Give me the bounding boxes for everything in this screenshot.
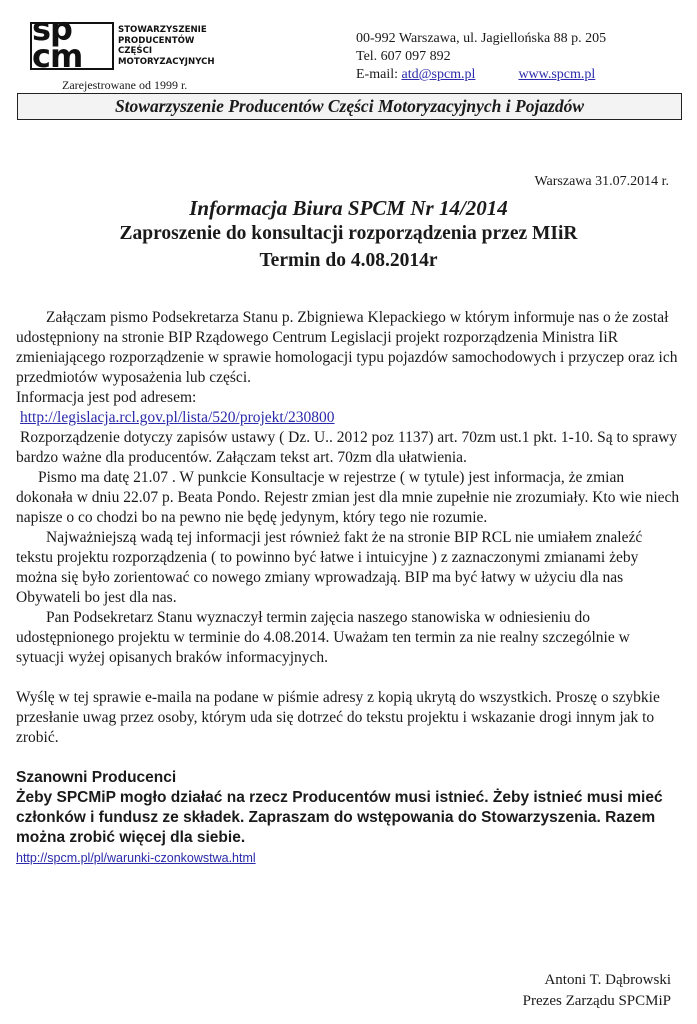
letter-body <box>16 308 681 868</box>
phone: Tel. 607 097 892 <box>356 49 451 64</box>
document-title: Informacja Biura SPCM Nr 14/2014 <box>189 196 508 220</box>
contact-block <box>356 30 606 84</box>
logo-letters <box>32 10 83 75</box>
paragraph-7: Wyślę w tej sprawie e-maila na podane w piśmie adresy z kopią ukrytą do wszystkich. Proszę o szybkie przesłanie uwag przez osoby, którym uda się dotrzeć do tekstu projektu i wskazanie drogi innym jak to zrobić. <box>16 689 660 746</box>
registered-since: Zarejestrowane od 1999 r. <box>62 78 188 92</box>
signature-role: Prezes Zarządu SPCMiP <box>522 993 671 1009</box>
membership-link[interactable]: http://spcm.pl/pl/warunki-czonkowstwa.html <box>16 851 256 865</box>
signature-block <box>523 970 671 1012</box>
legislation-link[interactable]: http://legislacja.rcl.gov.pl/lista/520/projekt/230800 <box>20 409 335 426</box>
paragraph-3: Rozporządzenie dotyczy zapisów ustawy ( Dz. U.. 2012 poz 1137) art. 70zm ust.1 pkt. 1-10. Są to sprawy bardzo ważne dla producentów. Załączam tekst art. 70zm dla ułatwienia. <box>16 429 678 466</box>
website-link[interactable]: www.spcm.pl <box>518 67 596 82</box>
organization-banner: Stowarzyszenie Producentów Części Motoryzacyjnych i Pojazdów <box>17 93 682 120</box>
logo-name-2: PRODUCENTÓW <box>118 35 195 46</box>
paragraph-6: Pan Podsekretarz Stanu wyznaczył termin zajęcia naszego stanowiska w odniesieniu do udostępnionego projektu w terminie do 4.08.2014. Uważam ten termin za nie realny szczególnie w sytuacji wyżej opisanych braków informacyjnych. <box>16 609 630 666</box>
appeal-text: Żeby SPCMiP mogło działać na rzecz Producentów musi istnieć. Żeby istnieć musi mieć członków i fundusz ze składek. Zapraszam do wstępowania do Stowarzyszenia. Razem można zrobić więcej dla siebie. <box>16 789 663 846</box>
address: 00-992 Warszawa, ul. Jagiellońska 88 p. 205 <box>356 31 607 46</box>
logo-name-4: MOTORYZACYJNYCH <box>118 56 215 67</box>
paragraph-2: Informacja jest pod adresem: <box>16 389 197 406</box>
document-deadline: Termin do 4.08.2014r <box>259 250 438 271</box>
logo-name-1: STOWARZYSZENIE <box>118 25 207 35</box>
logo-name-3: CZĘŚCI <box>118 46 153 57</box>
paragraph-4: Pismo ma datę 21.07 . W punkcie Konsultacje w rejestrze ( w tytule) jest informacja, że zmian dokonała w dniu 22.07 p. Beata Pondo. Rejestr zmian jest dla mnie zupełnie nie zrozumiały. Kto wie niech napisze o co chodzi bo na pewno nie będę jedynym, który tego nie rozumie. <box>16 469 680 526</box>
email-link[interactable]: atd@spcm.pl <box>401 67 476 82</box>
paragraph-1: Załączam pismo Podsekretarza Stanu p. Zbigniewa Klepackiego w którym informuje nas o że został udostępniony na stronie BIP Rządowego Centrum Legislacji projekt rozporządzenia Ministra IiR zmieniającego rozporządzenie w sprawie homologacji typu pojazdów samochodowych i przyczep oraz ich przedmiotów wyposażenia lub części. <box>16 309 678 386</box>
logo-names <box>118 25 215 67</box>
logo-letters-bottom: cm <box>32 37 83 75</box>
document-subtitle: Zaproszenie do konsultacji rozporządzenia przez MIiR <box>119 223 578 244</box>
spcm-logo <box>30 10 252 84</box>
appeal-heading: Szanowni Producenci <box>16 769 177 786</box>
signature-name: Antoni T. Dąbrowski <box>544 972 671 988</box>
paragraph-5: Najważniejszą wadą tej informacji jest również fakt że na stronie BIP RCL nie umiałem znaleźć tekstu projektu rozporządzenia ( to powinno być łatwe i intuicyjne ) z zaznaczonymi zmianami żeby można się było zorientować co nowego zmiany wprowadzają. BIP ma być łatwy w użyciu dla nas Obywateli bo jest dla nas. <box>16 529 643 606</box>
logo-letters-top: sp <box>32 10 72 48</box>
email-row <box>356 66 606 84</box>
document-date: Warszawa 31.07.2014 r. <box>534 174 669 189</box>
email-label: E-mail: <box>356 67 398 82</box>
